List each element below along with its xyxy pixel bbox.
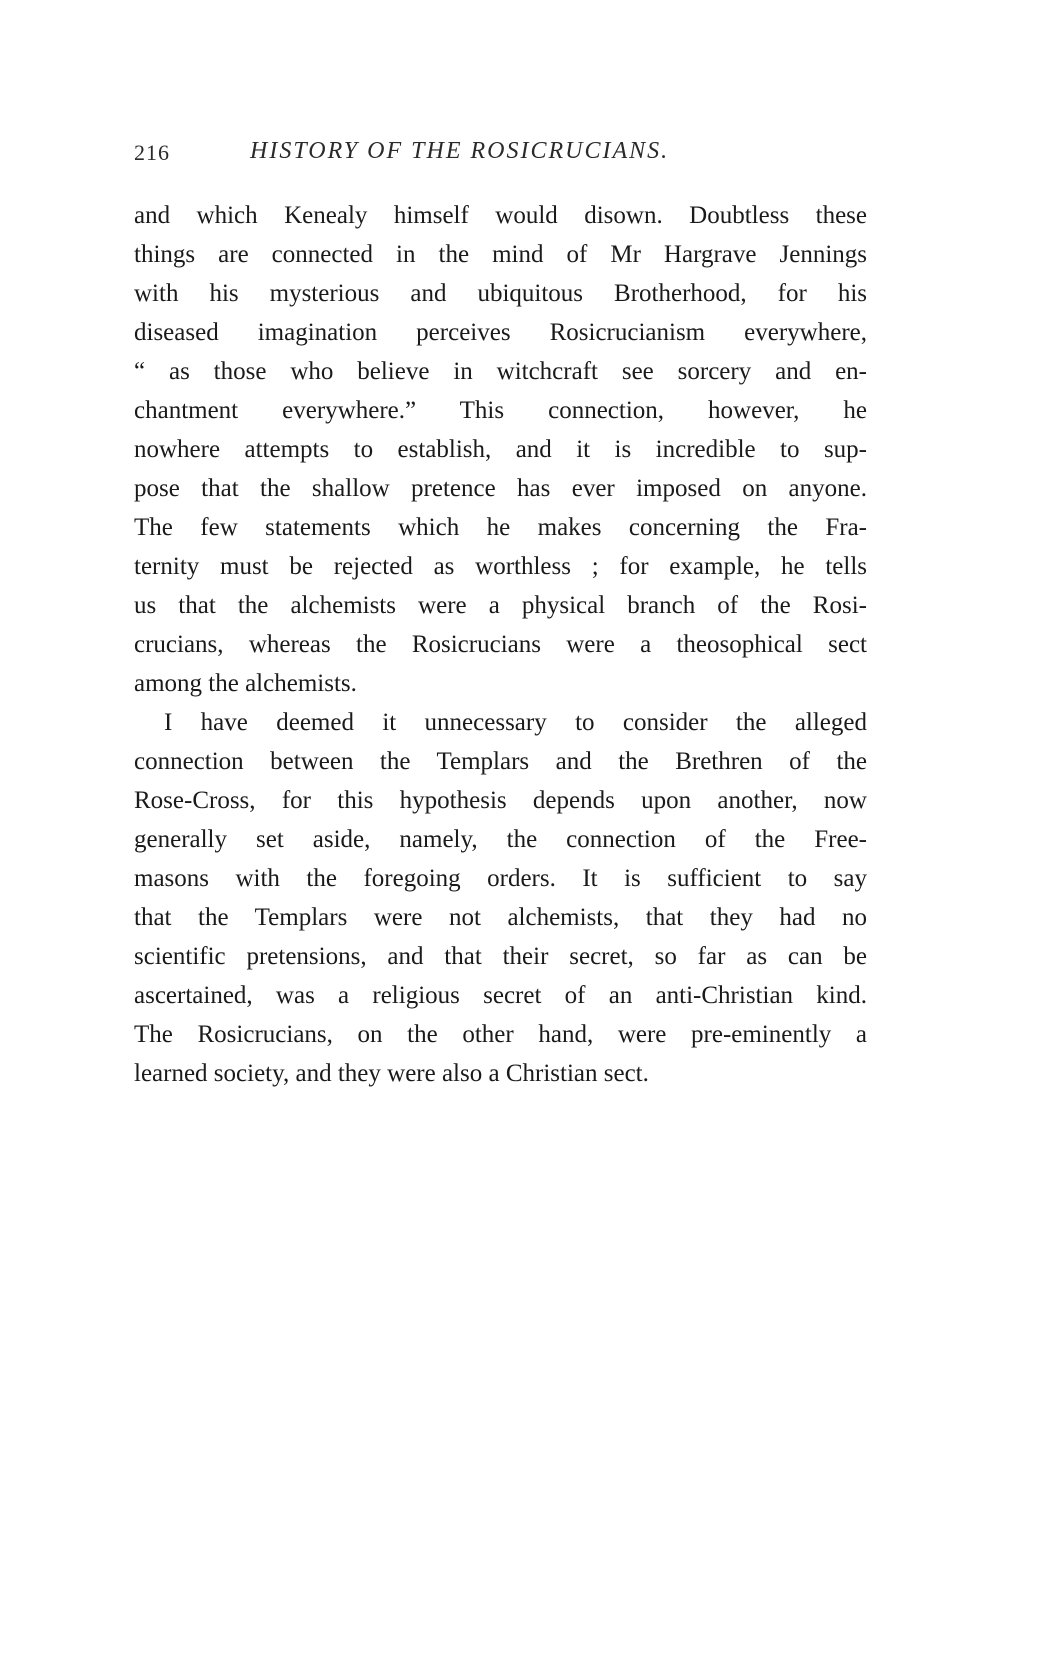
text-line: pose that the shallow pretence has ever imposed on anyone. (134, 475, 867, 502)
text-line: The Rosicrucians, on the other hand, were pre-eminently a (134, 1021, 867, 1048)
paragraph-1 (134, 196, 867, 703)
text-line: with his mysterious and ubiquitous Brotherhood, for his (134, 280, 867, 307)
text-line: and which Kenealy himself would disown. Doubtless these (134, 202, 867, 229)
text-line: generally set aside, namely, the connection of the Free- (134, 826, 867, 853)
text-line: I have deemed it unnecessary to consider the alleged (164, 709, 867, 736)
paragraph-2 (134, 703, 867, 1093)
page-number: 216 (134, 140, 170, 165)
running-title: HISTORY OF THE ROSICRUCIANS. (250, 138, 670, 164)
text-line: learned society, and they were also a Christian sect. (134, 1060, 649, 1087)
text-line: scientific pretensions, and that their secret, so far as can be (134, 943, 867, 970)
text-line: connection between the Templars and the Brethren of the (134, 748, 867, 775)
text-line: ternity must be rejected as worthless ; for example, he tells (134, 553, 867, 580)
text-line: ascertained, was a religious secret of an anti-Christian kind. (134, 982, 867, 1009)
body-text (134, 196, 867, 1093)
text-line: “ as those who believe in witchcraft see sorcery and en- (134, 358, 867, 385)
text-line: chantment everywhere.” This connection, however, he (134, 397, 867, 424)
text-line: The few statements which he makes concerning the Fra- (134, 514, 867, 541)
text-line: diseased imagination perceives Rosicrucianism everywhere, (134, 319, 867, 346)
text-line: us that the alchemists were a physical branch of the Rosi- (134, 592, 867, 619)
text-line: crucians, whereas the Rosicrucians were a theosophical sect (134, 631, 867, 658)
text-line: among the alchemists. (134, 670, 357, 697)
text-line: Rose-Cross, for this hypothesis depends upon another, now (134, 787, 867, 814)
text-line: that the Templars were not alchemists, that they had no (134, 904, 867, 931)
text-line: things are connected in the mind of Mr Hargrave Jennings (134, 241, 867, 268)
text-line: masons with the foregoing orders. It is sufficient to say (134, 865, 867, 892)
text-line: nowhere attempts to establish, and it is incredible to sup- (134, 436, 867, 463)
running-head (134, 140, 874, 174)
